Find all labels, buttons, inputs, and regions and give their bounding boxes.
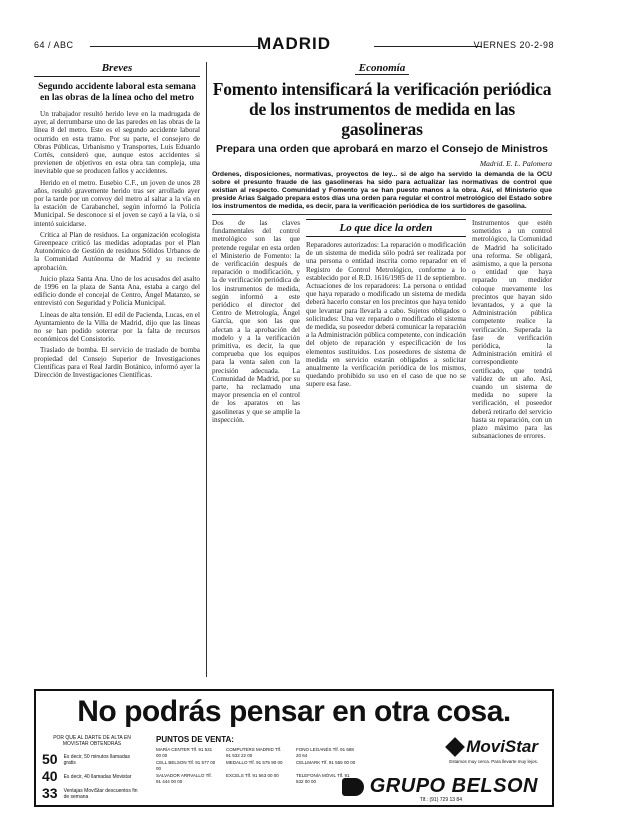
ad-offer-value: 50 bbox=[42, 751, 58, 767]
page-header bbox=[34, 34, 554, 54]
ad-offer-desc: Es decir, 50 minutos llamadas gratis bbox=[63, 753, 130, 766]
page-number: 64 / ABC bbox=[34, 40, 74, 50]
brief-paragraph: Juicio plaza Santa Ana. Uno de los acusados del asalto de 1996 en la plaza de Santa Ana, estaba a cargo del edificio donde el concejal de Centro, Ángel Matanzo, se entrevistó con Seguridad y Policía Municipal. bbox=[34, 274, 200, 308]
ad-offer bbox=[42, 785, 142, 802]
header-rule-right bbox=[374, 46, 482, 47]
ad-offer-desc: Es decir, 40 llamadas Movistar bbox=[63, 773, 132, 780]
ad-offer bbox=[42, 768, 142, 785]
briefs-column bbox=[34, 62, 200, 677]
movistar-logo bbox=[448, 737, 538, 757]
belson-icon bbox=[342, 778, 364, 796]
main-article bbox=[212, 62, 552, 677]
ad-store: EXCELS Tlf. 91 563 00 00 bbox=[226, 773, 279, 778]
briefs-kicker: Breves bbox=[34, 62, 200, 77]
brief-paragraph: Crítica al Plan de residuos. La organización ecologista Greenpeace criticó las medidas adoptadas por el Plan Autonómico de Gestión de residuos Sólidos Urbanos de la Comunidad Autónoma de Madrid y su reciente aprobación. bbox=[34, 230, 200, 272]
article-title: Fomento intensificará la verificación periódica de los instrumentos de medida en las gasolineras bbox=[212, 79, 552, 139]
ad-store: TELEFONÍA MÓVIL Tlf. 91 532 00 00 bbox=[296, 773, 350, 784]
ad-slogan: No podrás pensar en otra cosa. bbox=[77, 695, 511, 728]
ad-store: CELL BELSON Tlf. 91 577 00 00 bbox=[156, 760, 216, 771]
ad-offer-value: 33 bbox=[42, 785, 58, 801]
ad-offer-desc: Ventajas MoviStar descuentos fin de semana bbox=[63, 787, 138, 800]
ad-store: COMPUTERS MADRID Tlf. 91 532 22 00 bbox=[226, 747, 282, 758]
ad-points-title: PUNTOS DE VENTA: bbox=[156, 735, 234, 744]
belson-logo bbox=[342, 775, 538, 798]
article-kicker-label: Economía bbox=[355, 62, 409, 75]
ad-offer-value: 40 bbox=[42, 768, 58, 784]
ad-store: CELLMARK Tlf. 91 555 00 00 bbox=[296, 760, 356, 765]
ad-offer-title: POR QUE AL DARTE DE ALTA EN MOVISTAR OBTENDRÁS bbox=[53, 735, 131, 747]
ad-brand-tagline: Estamos muy cerca. Para llevarte muy lejos. bbox=[449, 759, 538, 764]
movistar-icon bbox=[445, 737, 465, 757]
article-subtitle: Prepara una orden que aprobará en marzo el Consejo de Ministros bbox=[216, 143, 548, 155]
sidebar-box bbox=[306, 219, 466, 649]
briefs-headline: Segundo accidente laboral esta semana en las obras de la línea ocho del metro bbox=[38, 82, 196, 103]
ad-offer bbox=[42, 751, 142, 768]
ad-store: MARÍA CENTER Tlf. 91 531 00 00 bbox=[156, 747, 213, 758]
ad-store: MEDALLO Tlf. 91 575 90 00 bbox=[226, 760, 283, 765]
ad-store: FONO LEGANÉS Tlf. 91 688 20 64 bbox=[296, 747, 354, 758]
section-title: MADRID bbox=[257, 34, 331, 53]
belson-wordmark: GRUPO BELSON bbox=[369, 775, 538, 797]
article-column-1: Dos de las claves fundamentales del control metrológico son las que pretende regular en esta orden el Ministerio de Fomento: la de verificación después de reparación o modificación, y la de verificación periódica de los instrumentos de medida, según informó a este periódico el director del Centro de Metrología, Ángel García, que son las que afectan a la aprobación del modelo y a la verificación primitiva, es decir, la que comprueba que los equipos para la venta salen con la precisión adecuada. La Comunidad de Madrid, por su parte, ha reclamado una mayor presencia en el control de los aparatos en las gasolineras y que se amplíe la inspección. bbox=[212, 219, 300, 424]
brief-paragraph: Un trabajador resultó herido leve en la madrugada de ayer, al derrumbarse uno de las paredes en las obras de la línea 8 del metro. Este es el segundo accidente laboral ocurrido en esta tramo. Por su parte, el consejero de Obras Públicas, Urbanismo y Transportes, Luis Eduardo Cortés, consideró que, aunque estos accidentes si previenen de objetivos en esta obra tan compleja, una inevitable que se producen fallos y accidentes. bbox=[34, 110, 200, 176]
article-lead: Ordenes, disposiciones, normativas, proyectos de ley... si de algo ha servido la demanda de la OCU sobre el presunto fraude de las gasolineras ha sido para actualizar las normativas de control que existían al respecto. Comunidad y Fomento ya se han puesto manos a la obra. Así, el Ministerio que preside Arias Salgado prepara estos días una orden para regular el control metrológico del Estado sobre los instrumentos de medida, es decir, para la verificación periódica de los surtidores de gasolina. bbox=[212, 171, 552, 215]
article-byline: Madrid. E. L. Palomera bbox=[479, 159, 552, 168]
ad-store-list bbox=[156, 747, 366, 784]
ad-store: SALVADOR ARRVALLO Tlf. 91 444 00 00 bbox=[156, 773, 212, 784]
ad-offers bbox=[42, 751, 142, 802]
briefs-body bbox=[34, 110, 200, 379]
brief-paragraph: Herido en el metro. Eusebio C.F., un joven de unos 28 años, resultó gravemente herido tras ser arrollado ayer por la tarde por un convoy del metro al saltar a la vía en la estación de Carabanchel, según informó la Policía Municipal. Se desconoce si el joven se cayó a la vía, o si intentó suicidarse. bbox=[34, 178, 200, 228]
article-column-3: Instrumentos que estén sometidos a un control metrológico, la Comunidad de Madrid ha solicitado una reforma. Se obligará, asimismo, a que la persona o entidad que haya reparado un medidor coloque nuevamente los precintos que hayan sido levantados, y a que la Administración pública competente realice la verificación. Superada la fase de verificación periódica, la Administración emitirá el correspondiente certificado, que tendrá validez de un año. Así, cuando un sistema de medida no supere la verificación, el poseedor deberá retirarlo del servicio hasta su reparación, con un plazo máximo para las subsanaciones de errores. bbox=[472, 219, 552, 441]
article-kicker bbox=[212, 62, 552, 74]
advertisement bbox=[34, 689, 554, 807]
brief-paragraph: Líneas de alta tensión. El edil de Pacienda, Lucas, en el Ayuntamiento de la Villa de Madrid, dijo que las líneas no se han podido soterrar por la falta de recursos económicos del Consistorio. bbox=[34, 310, 200, 344]
movistar-wordmark: MoviStar bbox=[466, 737, 538, 756]
sidebar-box-body: Reparadores autorizados: La reparación o modificación de un sistema de medida sólo podrá ser realizada por una persona o entidad inscrita como reparador en el Registro de Control Metrológico, conforme a lo establecido por el R.D. 1616/1985 de 11 de septiembre. Actuaciones de los reparadores: La persona o entidad que haya reparado o modificado un sistema de medida deberá hacerlo constar en los precintos que haya tenido que levantar para llevarla a cabo. Sujetos obligados o solicitudes: Una vez reparado o modificado el sistema de medida, su poseedor deberá comunicar la reparación a la Administración pública competente, con indicación del objeto de reparación y especificación de los elementos sustituidos. Los poseedores de sistema de medida en servicio estarán obligados a solicitar anualmente la verificación periódica de los mismos, quedando prohibido su uso en el caso de que no se supere esa fase. bbox=[306, 241, 466, 389]
article-columns bbox=[212, 219, 552, 649]
issue-date: VIERNES 20-2-98 bbox=[473, 40, 554, 50]
brief-paragraph: Traslado de bomba. El servicio de traslado de bomba propiedad del Consejo Superior de Investigaciones Científicas para el Real Jardín Botánico, informó ayer la Dirección de Investigaciones Científicas. bbox=[34, 346, 200, 380]
sidebar-box-heading: Lo que dice la orden bbox=[306, 219, 466, 237]
column-divider bbox=[206, 62, 207, 677]
ad-dealer-phone: Tlf.: (91) 729 13 84 bbox=[419, 797, 462, 803]
